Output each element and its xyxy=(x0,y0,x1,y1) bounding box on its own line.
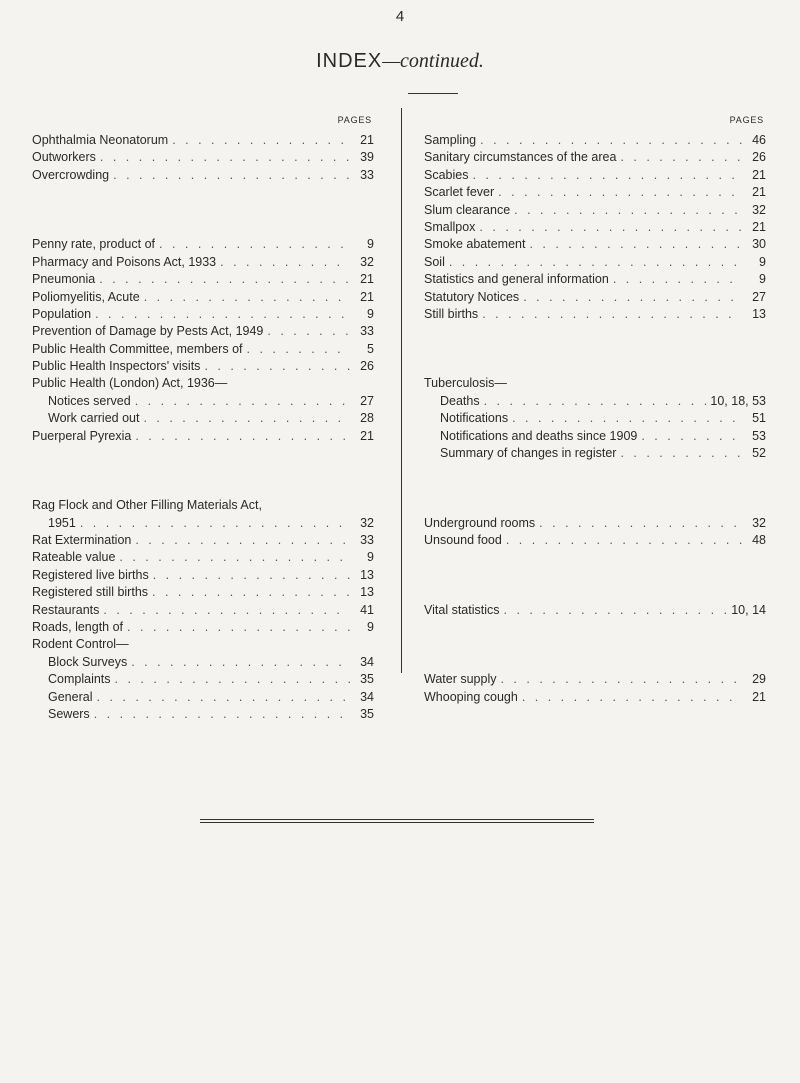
index-entry xyxy=(32,375,374,392)
index-entry xyxy=(32,602,374,619)
dot-leader xyxy=(103,602,350,619)
dot-leader xyxy=(143,410,350,427)
dot-leader xyxy=(529,236,742,253)
dot-leader xyxy=(115,671,350,688)
dot-leader xyxy=(472,167,742,184)
entry-label: Sampling xyxy=(424,133,477,147)
index-entry xyxy=(424,532,766,549)
entry-label: Roads, length of xyxy=(32,619,124,634)
entry-label: Rateable value xyxy=(32,550,116,565)
entry-label: Outworkers xyxy=(32,150,96,165)
index-entry xyxy=(424,393,766,410)
entry-page: 27 xyxy=(752,289,766,304)
entry-page: 21 xyxy=(360,272,374,287)
dot-leader xyxy=(484,393,707,410)
dot-leader xyxy=(504,602,728,619)
spacer-row xyxy=(32,202,374,219)
entry-label: Pharmacy and Poisons Act, 1933 xyxy=(32,254,217,269)
entry-page: 39 xyxy=(360,150,374,165)
entry-page: 30 xyxy=(752,237,766,252)
spacer-row xyxy=(32,445,374,462)
dot-leader xyxy=(613,271,742,288)
index-entry xyxy=(424,602,766,619)
dot-leader xyxy=(127,619,350,636)
dot-leader xyxy=(480,132,742,149)
entry-label: Summary of changes in register xyxy=(440,446,617,461)
entry-label: Public Health Committee, members of xyxy=(32,341,243,356)
index-entry xyxy=(32,410,374,427)
entry-label: General xyxy=(48,689,93,704)
entry-label: Scabies xyxy=(424,167,469,182)
entry-page: 27 xyxy=(360,393,374,408)
bottom-rule xyxy=(200,822,594,823)
entry-page: 13 xyxy=(360,567,374,582)
entry-label: Tuberculosis— xyxy=(424,376,507,391)
entry-page: 53 xyxy=(752,428,766,443)
entry-page: 10, 18, 53 xyxy=(710,393,766,408)
dot-leader xyxy=(539,515,742,532)
entry-label: Unsound food xyxy=(424,532,502,547)
entry-label: Work carried out xyxy=(48,411,140,426)
entry-page: 21 xyxy=(752,219,766,234)
entry-label: Notifications xyxy=(440,411,509,426)
index-entry xyxy=(32,393,374,410)
dot-leader xyxy=(641,428,742,445)
spacer-row xyxy=(424,358,766,375)
dot-leader xyxy=(449,254,742,271)
dot-leader xyxy=(482,306,742,323)
entry-page: 32 xyxy=(360,254,374,269)
index-entry xyxy=(32,271,374,288)
index-entry xyxy=(32,549,374,566)
index-entry xyxy=(32,306,374,323)
entry-label: Statistics and general information xyxy=(424,272,609,287)
entry-label: Population xyxy=(32,306,92,321)
entry-page: 9 xyxy=(367,237,374,252)
index-entry xyxy=(424,689,766,706)
entry-label: Public Health (London) Act, 1936— xyxy=(32,376,228,391)
dot-leader xyxy=(220,254,350,271)
entry-label: Ophthalmia Neonatorum xyxy=(32,133,169,147)
entry-page: 9 xyxy=(367,306,374,321)
spacer-row xyxy=(424,341,766,358)
spacer-row xyxy=(424,619,766,636)
entry-label: Slum clearance xyxy=(424,202,511,217)
entry-page: 21 xyxy=(360,289,374,304)
entry-label: Complaints xyxy=(48,672,111,687)
spacer-row xyxy=(424,497,766,514)
index-entry xyxy=(424,289,766,306)
spacer-row xyxy=(32,462,374,479)
entry-page: 51 xyxy=(752,411,766,426)
entry-page: 13 xyxy=(360,585,374,600)
index-entry xyxy=(32,254,374,271)
entry-label: Smoke abatement xyxy=(424,237,526,252)
dot-leader xyxy=(498,184,742,201)
entry-label: Soil xyxy=(424,254,445,269)
index-entry xyxy=(32,236,374,253)
bottom-rule xyxy=(200,819,594,820)
index-entry xyxy=(32,132,374,149)
index-entry xyxy=(424,671,766,688)
index-entry xyxy=(424,236,766,253)
spacer-row xyxy=(424,462,766,479)
dot-leader xyxy=(620,149,742,166)
index-entry xyxy=(32,497,374,514)
index-entry xyxy=(424,306,766,323)
dot-leader xyxy=(479,219,742,236)
dot-leader xyxy=(247,341,351,358)
dot-leader xyxy=(204,358,350,375)
entry-page: 5 xyxy=(367,341,374,356)
spacer-row xyxy=(424,323,766,340)
index-entry xyxy=(32,149,374,166)
index-entry xyxy=(32,515,374,532)
entry-page: 9 xyxy=(759,272,766,287)
dot-leader xyxy=(152,584,350,601)
title-suffix: —continued. xyxy=(382,50,484,72)
index-entry xyxy=(32,636,374,653)
entry-page: 33 xyxy=(360,324,374,339)
entry-page: 21 xyxy=(752,689,766,704)
index-entry xyxy=(424,271,766,288)
index-entry xyxy=(32,689,374,706)
entry-label: Underground rooms xyxy=(424,515,536,530)
index-entry xyxy=(32,532,374,549)
index-entry xyxy=(32,428,374,445)
index-entry xyxy=(32,341,374,358)
entry-page: 13 xyxy=(752,306,766,321)
dot-leader xyxy=(500,671,742,688)
dot-leader xyxy=(144,289,350,306)
entry-label: Restaurants xyxy=(32,602,100,617)
dot-leader xyxy=(135,428,350,445)
spacer-row xyxy=(424,584,766,601)
entry-label: Overcrowding xyxy=(32,167,110,182)
spacer-row xyxy=(424,636,766,653)
dot-leader xyxy=(80,515,350,532)
index-entry xyxy=(424,149,766,166)
title-main: INDEX xyxy=(316,50,383,72)
index-entry xyxy=(32,167,374,184)
dot-leader xyxy=(514,202,742,219)
pages-header: PAGES xyxy=(337,115,372,125)
entry-page: 21 xyxy=(752,167,766,182)
index-entry xyxy=(32,289,374,306)
entry-label: Deaths xyxy=(440,393,480,408)
right-index-column xyxy=(424,114,766,706)
index-entry xyxy=(424,445,766,462)
dot-leader xyxy=(153,567,350,584)
entry-label: Penny rate, product of xyxy=(32,237,155,252)
index-entry xyxy=(32,654,374,671)
index-entry xyxy=(424,515,766,532)
column-divider xyxy=(401,108,402,673)
index-entry xyxy=(424,428,766,445)
entry-label: Public Health Inspectors' visits xyxy=(32,359,201,374)
entry-page: 52 xyxy=(752,446,766,461)
dot-leader xyxy=(96,689,350,706)
index-entry xyxy=(424,202,766,219)
dot-leader xyxy=(95,306,350,323)
entry-label: Sewers xyxy=(48,706,90,721)
entry-page: 21 xyxy=(360,133,374,147)
entry-page: 9 xyxy=(759,254,766,269)
entry-page: 32 xyxy=(360,515,374,530)
entry-page: 9 xyxy=(367,550,374,565)
entry-page: 10, 14 xyxy=(731,602,766,617)
index-entry xyxy=(32,567,374,584)
entry-label: Scarlet fever xyxy=(424,185,495,200)
entry-page: 26 xyxy=(360,359,374,374)
dot-leader xyxy=(99,271,350,288)
dot-leader xyxy=(135,393,350,410)
dot-leader xyxy=(267,323,350,340)
entry-label: Still births xyxy=(424,306,479,321)
entry-page: 35 xyxy=(360,672,374,687)
entry-label: Registered still births xyxy=(32,585,149,600)
entry-label: Rag Flock and Other Filling Materials Act, xyxy=(32,498,262,513)
dot-leader xyxy=(512,410,742,427)
entry-page: 41 xyxy=(360,602,374,617)
dot-leader xyxy=(94,706,350,723)
left-index-column xyxy=(32,114,374,723)
entry-page: 26 xyxy=(752,150,766,165)
dot-leader xyxy=(506,532,742,549)
dot-leader xyxy=(172,132,350,149)
dot-leader xyxy=(135,532,350,549)
entry-label: Notifications and deaths since 1909 xyxy=(440,428,638,443)
dot-leader xyxy=(159,236,350,253)
entry-label: Smallpox xyxy=(424,219,476,234)
entry-label: Statutory Notices xyxy=(424,289,520,304)
index-entry xyxy=(32,671,374,688)
entry-page: 35 xyxy=(360,706,374,721)
index-entry xyxy=(424,254,766,271)
dot-leader xyxy=(620,445,742,462)
index-entry xyxy=(32,358,374,375)
entry-page: 9 xyxy=(367,619,374,634)
dot-leader xyxy=(119,549,350,566)
entry-page: 32 xyxy=(752,515,766,530)
dot-leader xyxy=(522,689,742,706)
entry-page: 21 xyxy=(360,428,374,443)
entry-page: 34 xyxy=(360,689,374,704)
entry-label: 1951 xyxy=(48,515,76,530)
left-entries xyxy=(32,132,374,723)
entry-label: Vital statistics xyxy=(424,602,500,617)
entry-label: Prevention of Damage by Pests Act, 1949 xyxy=(32,324,264,339)
entry-label: Registered live births xyxy=(32,567,149,582)
entry-page: 33 xyxy=(360,532,374,547)
entry-label: Block Surveys xyxy=(48,654,128,669)
spacer-row xyxy=(424,480,766,497)
index-entry xyxy=(32,323,374,340)
index-entry xyxy=(32,584,374,601)
page-title xyxy=(0,50,800,73)
entry-label: Pneumonia xyxy=(32,272,96,287)
entry-page: 46 xyxy=(752,133,766,147)
index-entry xyxy=(424,184,766,201)
entry-page: 33 xyxy=(360,167,374,182)
index-entry xyxy=(424,219,766,236)
entry-page: 29 xyxy=(752,672,766,687)
index-entry xyxy=(424,132,766,149)
entry-page: 21 xyxy=(752,185,766,200)
entry-page: 34 xyxy=(360,654,374,669)
index-entry xyxy=(32,706,374,723)
entry-page: 48 xyxy=(752,532,766,547)
dot-leader xyxy=(523,289,742,306)
entry-label: Rat Extermination xyxy=(32,532,132,547)
dot-leader xyxy=(100,149,350,166)
entry-label: Sanitary circumstances of the area xyxy=(424,150,617,165)
right-entries xyxy=(424,132,766,706)
spacer-row xyxy=(32,219,374,236)
index-entry xyxy=(424,375,766,392)
index-entry xyxy=(32,619,374,636)
spacer-row xyxy=(32,184,374,201)
entry-page: 28 xyxy=(360,411,374,426)
dot-leader xyxy=(113,167,350,184)
index-entry xyxy=(424,410,766,427)
entry-label: Water supply xyxy=(424,672,497,687)
spacer-row xyxy=(424,549,766,566)
spacer-row xyxy=(424,567,766,584)
page-number: 4 xyxy=(395,8,405,25)
entry-label: Notices served xyxy=(48,393,131,408)
title-rule xyxy=(408,93,458,94)
entry-label: Puerperal Pyrexia xyxy=(32,428,132,443)
entry-page: 32 xyxy=(752,202,766,217)
entry-label: Poliomyelitis, Acute xyxy=(32,289,140,304)
entry-label: Whooping cough xyxy=(424,689,518,704)
entry-label: Rodent Control— xyxy=(32,637,129,652)
spacer-row xyxy=(32,480,374,497)
index-entry xyxy=(424,167,766,184)
spacer-row xyxy=(424,654,766,671)
pages-header: PAGES xyxy=(729,115,764,125)
dot-leader xyxy=(131,654,350,671)
